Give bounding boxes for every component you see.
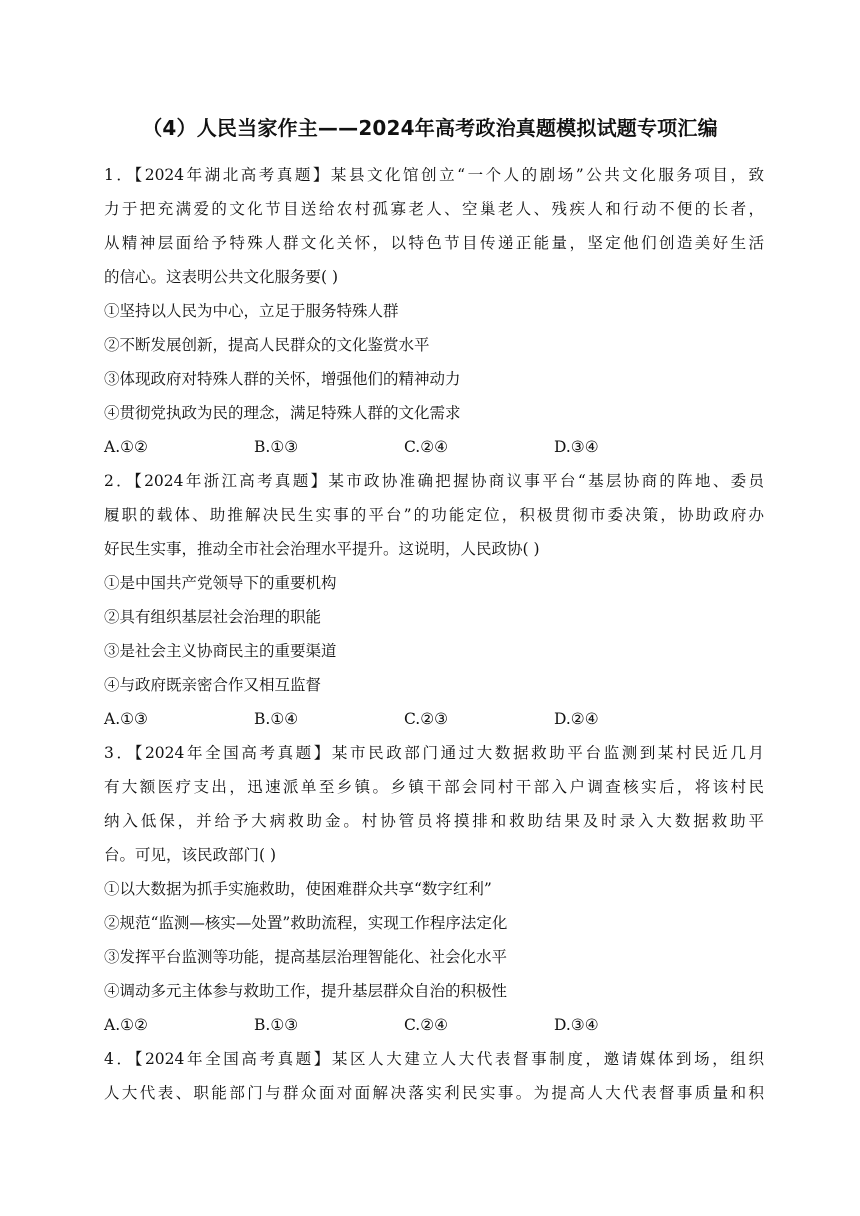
- question-list: [104, 158, 764, 1110]
- question-1: [104, 158, 764, 464]
- choice-b: B.①③: [254, 438, 299, 456]
- question-stem-line: 的信心。这表明公共文化服务要( ): [104, 268, 339, 286]
- question-stem-line: 力于把充满爱的文化节目送给农村孤寡老人、空巢老人、残疾人和行动不便的长者，: [104, 200, 764, 218]
- statement-option: ④调动多元主体参与救助工作，提升基层群众自治的积极性: [104, 982, 508, 1000]
- question-stem-line: 从精神层面给予特殊人群文化关怀，以特色节目传递正能量，坚定他们创造美好生活: [104, 234, 764, 252]
- statement-option: ②具有组织基层社会治理的职能: [104, 608, 322, 626]
- question-stem-line: 2．【2024年浙江高考真题】某市政协准确把握协商议事平台“基层协商的阵地、委员: [104, 472, 764, 490]
- statement-option: ③是社会主义协商民主的重要渠道: [104, 642, 337, 660]
- question-3: [104, 736, 764, 1042]
- question-stem-line: 履职的载体、助推解决民生实事的平台”的功能定位，积极贯彻市委决策，协助政府办: [104, 506, 764, 524]
- question-stem-line: 台。可见，该民政部门( ): [104, 846, 277, 864]
- choice-d: D.③④: [554, 438, 599, 456]
- choice-c: C.②③: [404, 710, 449, 728]
- page-title: （4）人民当家作主——2024年高考政治真题模拟试题专项汇编: [142, 116, 718, 140]
- statement-option: ①坚持以人民为中心，立足于服务特殊人群: [104, 302, 399, 320]
- choice-a: A.①③: [104, 710, 148, 728]
- choice-c: C.②④: [404, 1016, 449, 1034]
- statement-option: ③发挥平台监测等功能，提高基层治理智能化、社会化水平: [104, 948, 508, 966]
- question-stem-line: 人大代表、职能部门与群众面对面解决落实利民实事。为提高人大代表督事质量和积: [104, 1084, 764, 1102]
- choice-d: D.②④: [554, 710, 599, 728]
- choice-c: C.②④: [404, 438, 449, 456]
- choice-a: A.①②: [104, 1016, 148, 1034]
- answer-choices: [104, 702, 764, 736]
- choice-a: A.①②: [104, 438, 148, 456]
- question-stem-line: 4．【2024年全国高考真题】某区人大建立人大代表督事制度，邀请媒体到场，组织: [104, 1050, 764, 1068]
- question-4: [104, 1042, 764, 1110]
- statement-option: ①以大数据为抓手实施救助，使困难群众共享“数字红利”: [104, 880, 492, 898]
- statement-option: ④与政府既亲密合作又相互监督: [104, 676, 322, 694]
- choice-b: B.①④: [254, 710, 299, 728]
- question-stem-line: 纳入低保，并给予大病救助金。村协管员将摸排和救助结果及时录入大数据救助平: [104, 812, 764, 830]
- statement-option: ②不断发展创新，提高人民群众的文化鉴赏水平: [104, 336, 430, 354]
- question-stem-line: 好民生实事，推动全市社会治理水平提升。这说明，人民政协( ): [104, 540, 540, 558]
- statement-option: ③体现政府对特殊人群的关怀，增强他们的精神动力: [104, 370, 461, 388]
- choice-b: B.①③: [254, 1016, 299, 1034]
- choice-d: D.③④: [554, 1016, 599, 1034]
- answer-choices: [104, 1008, 764, 1042]
- statement-option: ④贯彻党执政为民的理念，满足特殊人群的文化需求: [104, 404, 461, 422]
- question-2: [104, 464, 764, 736]
- answer-choices: [104, 430, 764, 464]
- question-stem-line: 3．【2024年全国高考真题】某市民政部门通过大数据救助平台监测到某村民近几月: [104, 744, 764, 762]
- statement-option: ①是中国共产党领导下的重要机构: [104, 574, 337, 592]
- question-stem-line: 1．【2024年湖北高考真题】某县文化馆创立“一个人的剧场”公共文化服务项目，致: [104, 166, 764, 184]
- question-stem-line: 有大额医疗支出，迅速派单至乡镇。乡镇干部会同村干部入户调查核实后，将该村民: [104, 778, 764, 796]
- statement-option: ②规范“监测—核实—处置”救助流程，实现工作程序法定化: [104, 914, 508, 932]
